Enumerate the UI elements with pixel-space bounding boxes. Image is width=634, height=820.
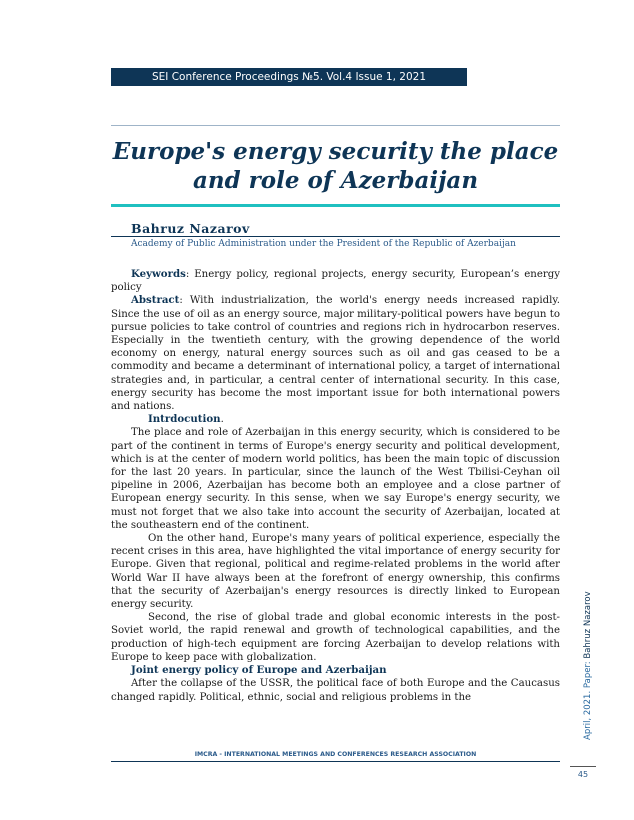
keywords-label: Keywords xyxy=(131,268,186,280)
author-affiliation: Academy of Public Administration under the President of the Republic of Azerbaijan xyxy=(131,239,516,249)
author-divider xyxy=(111,236,560,237)
footer-association: IMCRA - INTERNATIONAL MEETINGS AND CONFERENCES RESEARCH ASSOCIATION xyxy=(194,751,477,758)
side-citation-author: Bahruz Nazarov xyxy=(583,591,593,659)
title-line-1: Europe's energy security the place xyxy=(112,138,559,165)
footer-divider xyxy=(111,761,560,762)
page-number-divider xyxy=(570,766,596,767)
introduction-paragraph-1: The place and role of Azerbaijan in this energy security, which is considered to be part of the continent in terms of Europe's energy security and political development, which is at the center of modern world politics, has been the main topic of discussion for the last 20 years. In particular, since the launch of the West Tbilisi-Ceyhan oil pipeline in 2006, Azerbaijan has become both an employee and a close partner of European energy security. In this sense, when we say Europe's energy security, we must not forget that we also take into account the security of Azerbaijan, located at the southeastern end of the continent. xyxy=(111,427,560,531)
page-number: 45 xyxy=(577,770,589,779)
paper-body xyxy=(111,268,560,704)
paper-title xyxy=(111,137,560,195)
introduction-paragraph-3: Second, the rise of global trade and global economic interests in the post-Soviet world, the rapid renewal and growth of technological capabilities, and the production of high-tech equipment are forcing Azerbaijan to develop relations with Europe to keep pace with globalization. xyxy=(111,612,560,663)
joint-policy-paragraph-1: After the collapse of the USSR, the political face of both Europe and the Caucasus changed rapidly. Political, ethnic, social and religious problems in the xyxy=(111,678,560,703)
proceedings-header: SEI Conference Proceedings №5. Vol.4 Issue 1, 2021 xyxy=(111,68,467,86)
keywords-text: : Energy policy, regional projects, energy security, European’s energy policy xyxy=(111,269,560,294)
author-name: Bahruz Nazarov xyxy=(131,221,250,236)
top-divider xyxy=(111,125,560,126)
abstract-paragraph xyxy=(111,294,560,413)
abstract-label: Abstract xyxy=(131,294,180,307)
side-citation-prefix: April, 2021. Paper: xyxy=(583,658,593,740)
keywords-paragraph xyxy=(111,268,560,294)
introduction-heading: Intrdocution. xyxy=(148,413,224,426)
abstract-text: : With industrialization, the world's energy needs increased rapidly. Since the use of oil as an energy source, major military-political powers have begun to pursue policies to take control of countries and regions rich in hydrocarbon reserves. Especially in the twentieth century, with the growing dependence of the world economy on energy, natural energy sources such as oil and gas ceased to be a commodity and became a determinant of international policy, a target of international strategies and, in particular, a central center of international security. In this case, energy security has become the most important issue for both international powers and nations. xyxy=(111,295,560,413)
side-margin-citation xyxy=(583,591,593,740)
title-line-2: and role of Azerbaijan xyxy=(192,167,479,194)
introduction-paragraph-2: On the other hand, Europe's many years of political experience, especially the recent crises in this area, have highlighted the vital importance of energy security for Europe. Given that regional, political and regime-related problems in the world after World War II have always been at the forefront of energy ownership, this confirms that the security of Azerbaijan's energy resources is directly linked to European energy security. xyxy=(111,533,560,611)
title-divider xyxy=(111,204,560,207)
joint-policy-heading: Joint energy policy of Europe and Azerbaijan xyxy=(131,664,387,677)
